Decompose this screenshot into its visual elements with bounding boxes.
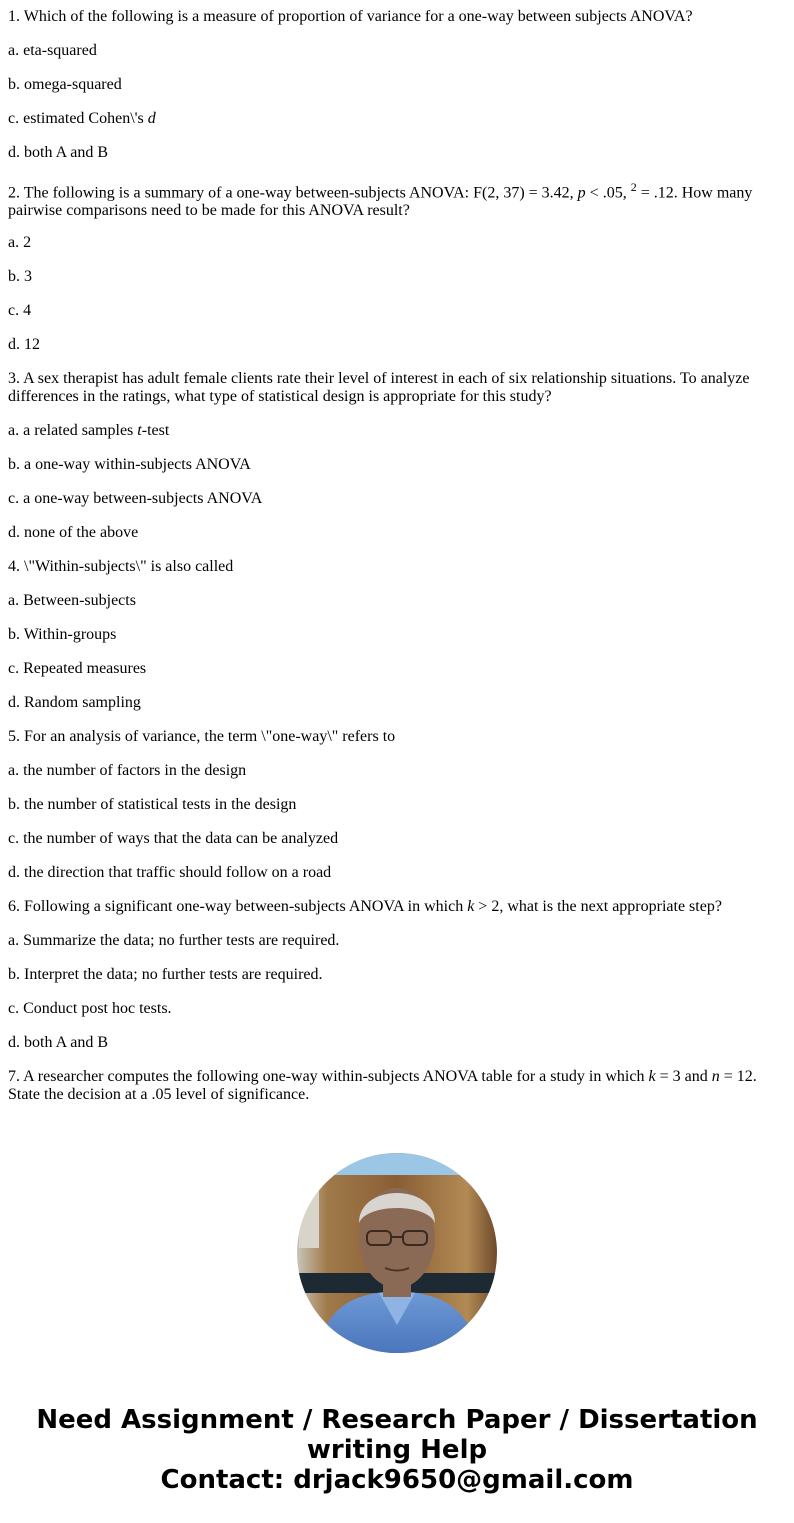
question-7-stem-part2: = 3 and bbox=[655, 1068, 712, 1085]
question-3-option-a-suffix: -test bbox=[141, 422, 170, 439]
question-2-stem-sup: 2 bbox=[630, 180, 637, 194]
author-photo bbox=[297, 1153, 497, 1353]
question-6-option-a: a. Summarize the data; no further tests are required. bbox=[8, 932, 340, 949]
question-2-stem-part2: < .05, bbox=[585, 184, 631, 202]
author-photo-image bbox=[297, 1153, 497, 1353]
question-5-stem: 5. For an analysis of variance, the term \"one-way\" refers to bbox=[8, 728, 396, 745]
question-2-option-a: a. 2 bbox=[8, 234, 32, 251]
question-6-option-c: c. Conduct post hoc tests. bbox=[8, 1000, 172, 1017]
question-6-stem-part2: > 2, what is the next appropriate step? bbox=[474, 898, 722, 915]
question-1-option-c-text: c. estimated Cohen\'s bbox=[8, 110, 148, 127]
question-7-stem-part3: = 12. State the decision at a .05 level of significance. bbox=[8, 1068, 757, 1103]
question-2-stem-p: p bbox=[577, 184, 586, 202]
question-1-stem: 1. Which of the following is a measure of proportion of variance for a one-way between subjects ANOVA? bbox=[8, 8, 693, 25]
question-3-option-d: d. none of the above bbox=[8, 524, 139, 541]
question-3-stem: 3. A sex therapist has adult female clients rate their level of interest in each of six relationship situations. To analyze differences in the ratings, what type of statistical design is appropriate for this study? bbox=[8, 370, 750, 405]
question-4-option-d: d. Random sampling bbox=[8, 694, 141, 711]
question-6-stem-part1: 6. Following a significant one-way between-subjects ANOVA in which bbox=[8, 898, 468, 915]
question-6-option-b: b. Interpret the data; no further tests are required. bbox=[8, 966, 323, 983]
question-5-option-d: d. the direction that traffic should follow on a road bbox=[8, 864, 332, 881]
question-3-option-b: b. a one-way within-subjects ANOVA bbox=[8, 456, 251, 473]
question-4-option-a: a. Between-subjects bbox=[8, 592, 136, 609]
question-7-stem bbox=[8, 1068, 786, 1104]
question-6-option-d: d. both A and B bbox=[8, 1034, 109, 1051]
question-7-stem-part1: 7. A researcher computes the following one-way within-subjects ANOVA table for a study in which bbox=[8, 1068, 649, 1085]
question-2-option-c: c. 4 bbox=[8, 302, 32, 319]
question-2-stem bbox=[8, 178, 786, 220]
question-4-stem: 4. \"Within-subjects\" is also called bbox=[8, 558, 234, 575]
question-2-option-b: b. 3 bbox=[8, 268, 32, 285]
question-7-stem-k: k bbox=[648, 1068, 656, 1085]
question-3-option-c: c. a one-way between-subjects ANOVA bbox=[8, 490, 263, 507]
question-3-option-a bbox=[8, 422, 786, 440]
question-1-option-c bbox=[8, 110, 786, 128]
question-2-stem-part3: = .12. How many pairwise comparisons need to be made for this ANOVA result? bbox=[8, 184, 753, 220]
question-2-option-d: d. 12 bbox=[8, 336, 40, 353]
question-7-stem-n: n bbox=[711, 1068, 720, 1085]
question-5-option-b: b. the number of statistical tests in the design bbox=[8, 796, 297, 813]
question-1-option-a: a. eta-squared bbox=[8, 42, 97, 59]
question-3-option-a-prefix: a. a related samples bbox=[8, 422, 138, 439]
question-1-option-c-italic: d bbox=[147, 110, 156, 127]
question-4-option-b: b. Within-groups bbox=[8, 626, 117, 643]
promo-line-1: Need Assignment / Research Paper / Dissertation bbox=[36, 1405, 758, 1435]
question-1-option-b: b. omega-squared bbox=[8, 76, 122, 93]
question-4-option-c: c. Repeated measures bbox=[8, 660, 147, 677]
question-6-stem bbox=[8, 898, 786, 916]
question-6-stem-k: k bbox=[467, 898, 475, 915]
promo-line-2: writing Help bbox=[306, 1435, 488, 1465]
question-2-stem-part1: 2. The following is a summary of a one-way between-subjects ANOVA: F(2, 37) = 3.42, bbox=[8, 184, 578, 202]
question-5-option-a: a. the number of factors in the design bbox=[8, 762, 247, 779]
promo-contact: Contact: drjack9650@gmail.com bbox=[160, 1465, 634, 1495]
question-5-option-c: c. the number of ways that the data can be analyzed bbox=[8, 830, 339, 847]
question-1-option-d: d. both A and B bbox=[8, 144, 109, 161]
question-3-option-a-italic: t bbox=[137, 422, 142, 439]
